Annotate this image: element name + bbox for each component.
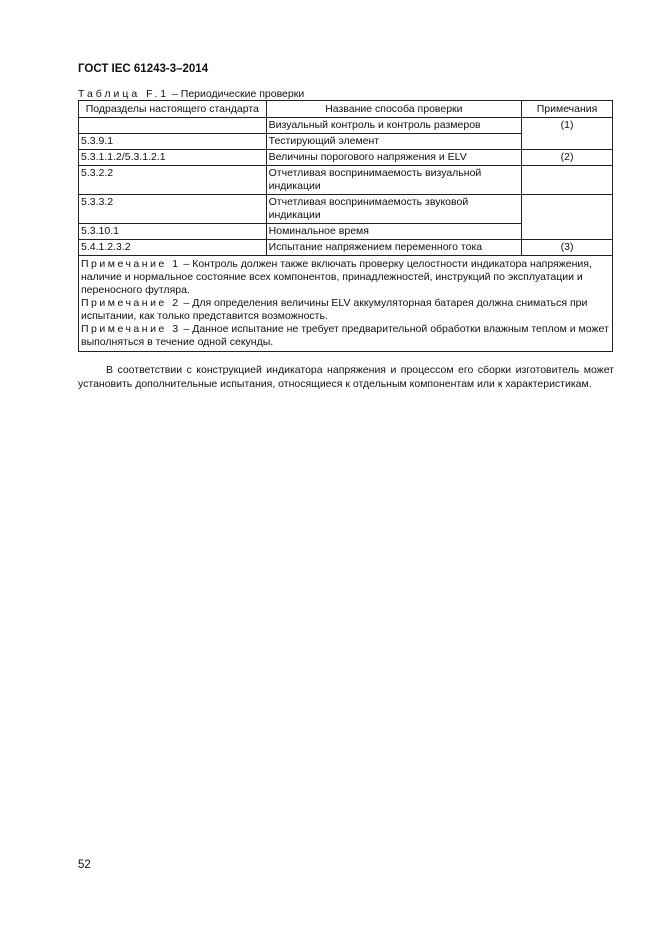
cell-section: 5.3.2.2 (79, 166, 267, 195)
note-label: Примечание 3 (81, 323, 181, 335)
cell-note: (2) (522, 150, 613, 166)
table-note-1 (81, 258, 610, 297)
column-header-method: Название способа проверки (266, 101, 521, 118)
cell-method: Величины порогового напряжения и ELV (266, 150, 521, 166)
cell-method: Тестирующий элемент (266, 134, 521, 150)
table-header-row (79, 101, 613, 118)
table-row (79, 195, 613, 224)
table-note-3 (81, 323, 610, 349)
table-caption-title: – Периодические проверки (169, 88, 305, 100)
periodic-checks-table (78, 100, 613, 352)
cell-section: 5.4.1.2.3.2 (79, 240, 267, 256)
column-header-sections: Подразделы настоящего стандарта (79, 101, 267, 118)
table-note-2 (81, 297, 610, 323)
table-notes-row (79, 256, 613, 352)
cell-section: 5.3.9.1 (79, 134, 267, 150)
cell-method: Номинальное время (266, 224, 521, 240)
table-row (79, 118, 613, 134)
body-paragraph: В соответствии с конструкцией индикатора напряжения и процессом его сборки изготовитель может установить дополнительные испытания, относящиеся к отдельным компонентам или к характеристикам. (78, 363, 614, 390)
table-caption-prefix: Таблица F.1 (78, 88, 170, 100)
cell-method: Отчетливая воспринимаемость звуковой индикации (266, 195, 521, 224)
note-text: – Для определения величины ELV аккумуляторная батарея должна сниматься при испытании, как только представится возможность. (81, 297, 588, 322)
cell-method: Испытание напряжением переменного тока (266, 240, 521, 256)
cell-note: (1) (522, 118, 613, 150)
cell-section: 5.3.10.1 (79, 224, 267, 240)
cell-method: Отчетливая воспринимаемость визуальной индикации (266, 166, 521, 195)
note-text: – Контроль должен также включать проверку целостности индикатора напряжения, наличие и нормальное состояние всех компонентов, принадлежностей, инструкций по эксплуатации и переносного футляра. (81, 258, 592, 296)
note-label: Примечание 1 (81, 258, 181, 270)
cell-section: 5.3.1.1.2/5.3.1.2.1 (79, 150, 267, 166)
document-header: ГОСТ IEC 61243-3–2014 (78, 63, 209, 75)
table-row (79, 150, 613, 166)
page-number: 52 (78, 859, 91, 871)
column-header-notes: Примечания (522, 101, 613, 118)
table-row (79, 240, 613, 256)
table-row (79, 166, 613, 195)
cell-method: Визуальный контроль и контроль размеров (266, 118, 521, 134)
cell-note (522, 166, 613, 195)
cell-section: 5.3.3.2 (79, 195, 267, 224)
note-text: – Данное испытание не требует предварительной обработки влажным теплом и может выполняться в течение одной секунды. (81, 323, 609, 348)
cell-section (79, 118, 267, 134)
table-notes (79, 256, 613, 352)
cell-note (522, 195, 613, 240)
note-label: Примечание 2 (81, 297, 181, 309)
table-caption (78, 88, 304, 100)
cell-note: (3) (522, 240, 613, 256)
